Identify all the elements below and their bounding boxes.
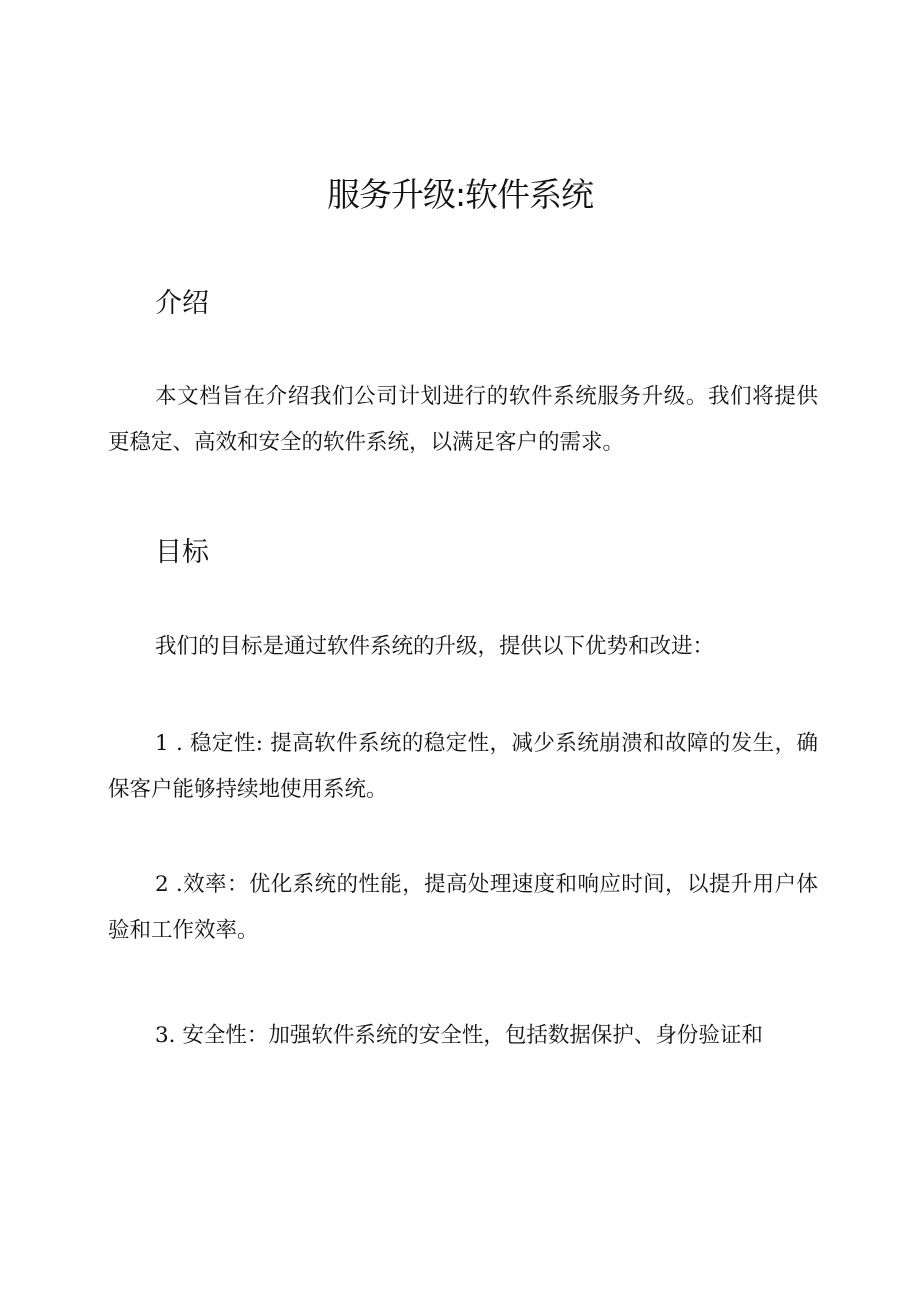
section-heading-goals: 目标 [155,537,209,568]
goals-intro-paragraph: 我们的目标是通过软件系统的升级，提供以下优势和改进： [155,634,715,659]
goal-item-efficiency: 2 .效率：优化系统的性能，提高处理速度和响应时间，以提升用户体验和工作效率。 [108,872,818,943]
document-title: 服务升级:软件系统 [326,175,594,214]
intro-paragraph: 本文档旨在介绍我们公司计划进行的软件系统服务升级。我们将提供更稳定、高效和安全的软件系统，以满足客户的需求。 [108,384,818,455]
goal-item-security: 3. 安全性：加强软件系统的安全性，包括数据保护、身份验证和 [155,1023,763,1048]
goal-item-stability: 1 . 稳定性: 提高软件系统的稳定性，减少系统崩溃和故障的发生，确保客户能够持续地使用系统。 [108,731,818,802]
section-heading-intro: 介绍 [155,288,209,319]
